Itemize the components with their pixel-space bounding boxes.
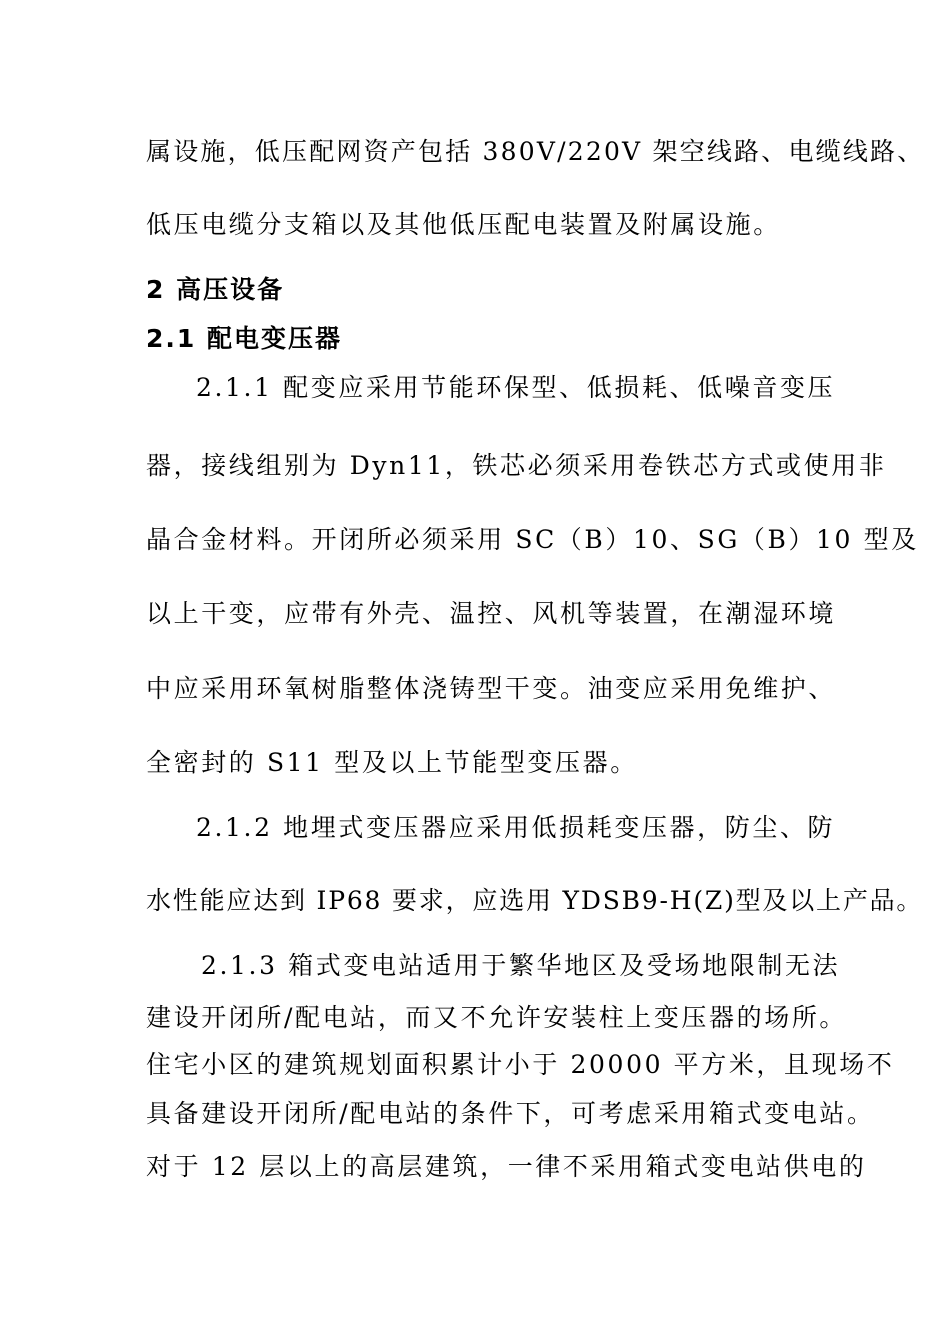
paragraph-line: 具备建设开闭所/配电站的条件下，可考虑采用箱式变电站。 [146, 1099, 875, 1128]
paragraph-line: 住宅小区的建筑规划面积累计小于 20000 平方米，且现场不 [146, 1050, 895, 1079]
paragraph-line: 属设施，低压配网资产包括 380V/220V 架空线路、电缆线路、 [146, 137, 925, 166]
paragraph-line: 晶合金材料。开闭所必须采用 SC（B）10、SG（B）10 型及 [146, 525, 919, 554]
paragraph-line: 器，接线组别为 Dyn11，铁芯必须采用卷铁芯方式或使用非 [146, 451, 887, 480]
paragraph-line: 建设开闭所/配电站，而又不允许安装柱上变压器的场所。 [146, 1003, 848, 1032]
paragraph-line: 对于 12 层以上的高层建筑，一律不采用箱式变电站供电的 [146, 1152, 867, 1181]
paragraph-line: 2.1.1 配变应采用节能环保型、低损耗、低噪音变压 [196, 373, 836, 402]
paragraph-line: 以上干变，应带有外壳、温控、风机等装置，在潮湿环境 [146, 599, 837, 628]
paragraph-line: 2.1.2 地埋式变压器应采用低损耗变压器，防尘、防 [196, 813, 836, 842]
paragraph-line: 中应采用环氧树脂整体浇铸型干变。油变应采用免维护、 [146, 674, 837, 703]
section-heading: 2 高压设备 [146, 275, 285, 304]
paragraph-line: 低压电缆分支箱以及其他低压配电装置及附属设施。 [146, 210, 781, 239]
paragraph-line: 2.1.3 箱式变电站适用于繁华地区及受场地限制无法 [201, 951, 841, 980]
paragraph-line: 水性能应达到 IP68 要求，应选用 YDSB9-H(Z)型及以上产品。 [146, 886, 924, 915]
subsection-heading: 2.1 配电变压器 [146, 324, 342, 353]
paragraph-line: 全密封的 S11 型及以上节能型变压器。 [146, 748, 638, 777]
